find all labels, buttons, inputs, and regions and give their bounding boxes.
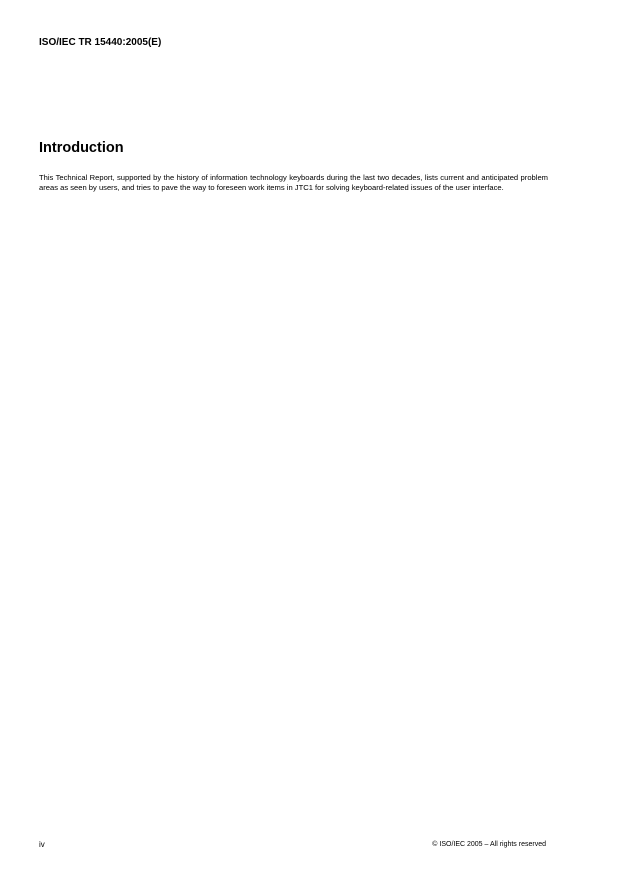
introduction-paragraph: This Technical Report, supported by the history of information technology keyboards during the last two decades, lists current and anticipated problem areas as seen by users, and tries to pave the way to foreseen work items in JTC1 for solving keyboard-related issues of the user interface.	[39, 173, 548, 192]
page-number: iv	[39, 840, 45, 849]
section-title: Introduction	[39, 140, 124, 156]
copyright-notice: © ISO/IEC 2005 – All rights reserved	[432, 841, 546, 848]
document-id-header: ISO/IEC TR 15440:2005(E)	[39, 37, 162, 48]
